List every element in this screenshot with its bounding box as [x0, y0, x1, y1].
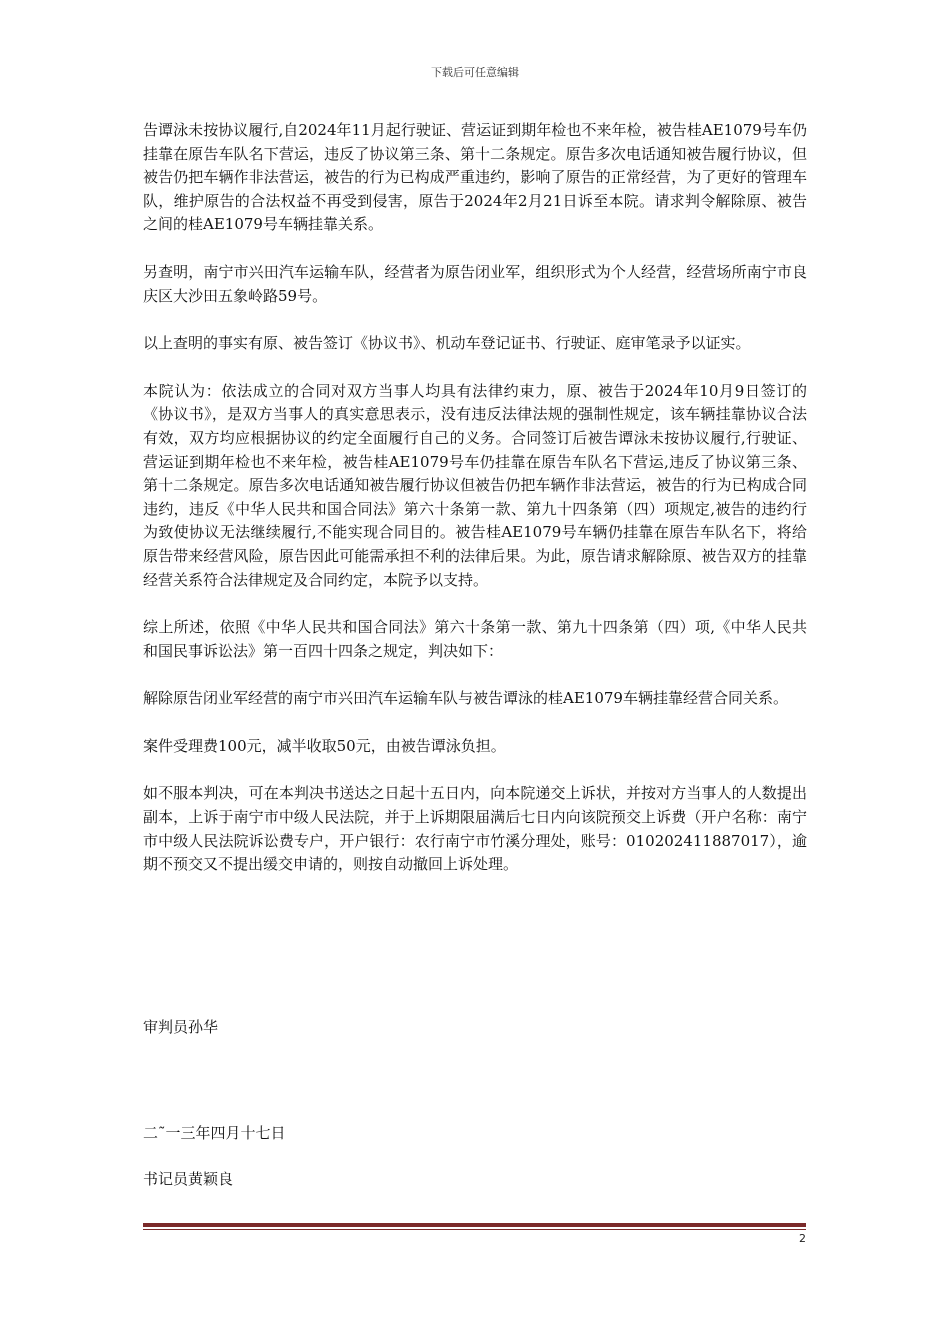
paragraph-court-opinion: 本院认为：依法成立的合同对双方当事人均具有法律约束力，原、被告于2024年10月9日签订的《协议书》，是双方当事人的真实意思表示，没有违反法律法规的强制性规定，该车辆挂靠协议合法有效，双方均应根据协议的约定全面履行自己的义务。合同签订后被告谭泳未按协议履行,行驶证、营运证到期年检也不来年检，被告桂AE1079号车仍挂靠在原告车队名下营运,违反了协议第三条、第十二条规定。原告多次电话通知被告履行协议但被告仍把车辆作非法营运，被告的行为已构成合同违约，违反《中华人民共和国合同法》第六十条第一款、第九十四条第（四）项规定,被告的违约行为致使协议无法继续履行,不能实现合同目的。被告桂AE1079号车辆仍挂靠在原告车队名下，将给原告带来经营风险，原告因此可能需承担不利的法律后果。为此，原告请求解除原、被告双方的挂靠经营关系符合法律规定及合同约定，本院予以支持。: [143, 381, 807, 589]
judge-signature: 审判员孙华: [143, 1018, 219, 1036]
page-number: 2: [799, 1232, 806, 1245]
paragraph-court-fee: 案件受理费100元，减半收取50元，由被告谭泳负担。: [143, 736, 506, 755]
paragraph-further-findings: 另查明，南宁市兴田汽车运输车队，经营者为原告闭业军，组织形式为个人经营，经营场所南宁市良庆区大沙田五象岭路59号。: [143, 262, 807, 305]
clerk-signature: 书记员黄颖良: [143, 1170, 234, 1188]
footer-rule-thin: [143, 1229, 806, 1230]
paragraph-evidence: 以上查明的事实有原、被告签订《协议书》、机动车登记证书、行驶证、庭审笔录予以证实。: [143, 334, 751, 353]
document-body: [143, 119, 807, 901]
paragraph-legal-basis: 综上所述，依照《中华人民共和国合同法》第六十条第一款、第九十四条第（四）项,《中华人民共和国民事诉讼法》第一百四十四条之规定，判决如下：: [143, 618, 807, 660]
page-header: 下载后可任意编辑: [431, 66, 519, 79]
judgment-date: 二˜一三年四月十七日: [143, 1124, 286, 1142]
paragraph-facts-continued: 告谭泳未按协议履行,自2024年11月起行驶证、营运证到期年检也不来年检，被告桂AE1079号车仍挂靠在原告车队名下营运，违反了协议第三条、第十二条规定。原告多次电话通知被告履行协议，但被告仍把车辆作非法营运，被告的行为已构成严重违约，影响了原告的正常经营，为了更好的管理车队，维护原告的合法权益不再受到侵害，原告于2024年2月21日诉至本院。请求判令解除原、被告之间的桂AE1079号车辆挂靠关系。: [143, 121, 807, 234]
footer-rule-thick: [143, 1223, 806, 1227]
paragraph-judgment: 解除原告闭业军经营的南宁市兴田汽车运输车队与被告谭泳的桂AE1079车辆挂靠经营合同关系。: [143, 689, 788, 708]
paragraph-appeal-notice: 如不服本判决，可在本判决书送达之日起十五日内，向本院递交上诉状，并按对方当事人的人数提出副本，上诉于南宁市中级人民法院，并于上诉期限届满后七日内向该院预交上诉费（开户名称：南宁市中级人民法院诉讼费专户，开户银行：农行南宁市竹溪分理处，账号：010202411887017），逾期不预交又不提出缓交申请的，则按自动撤回上诉处理。: [143, 784, 807, 874]
